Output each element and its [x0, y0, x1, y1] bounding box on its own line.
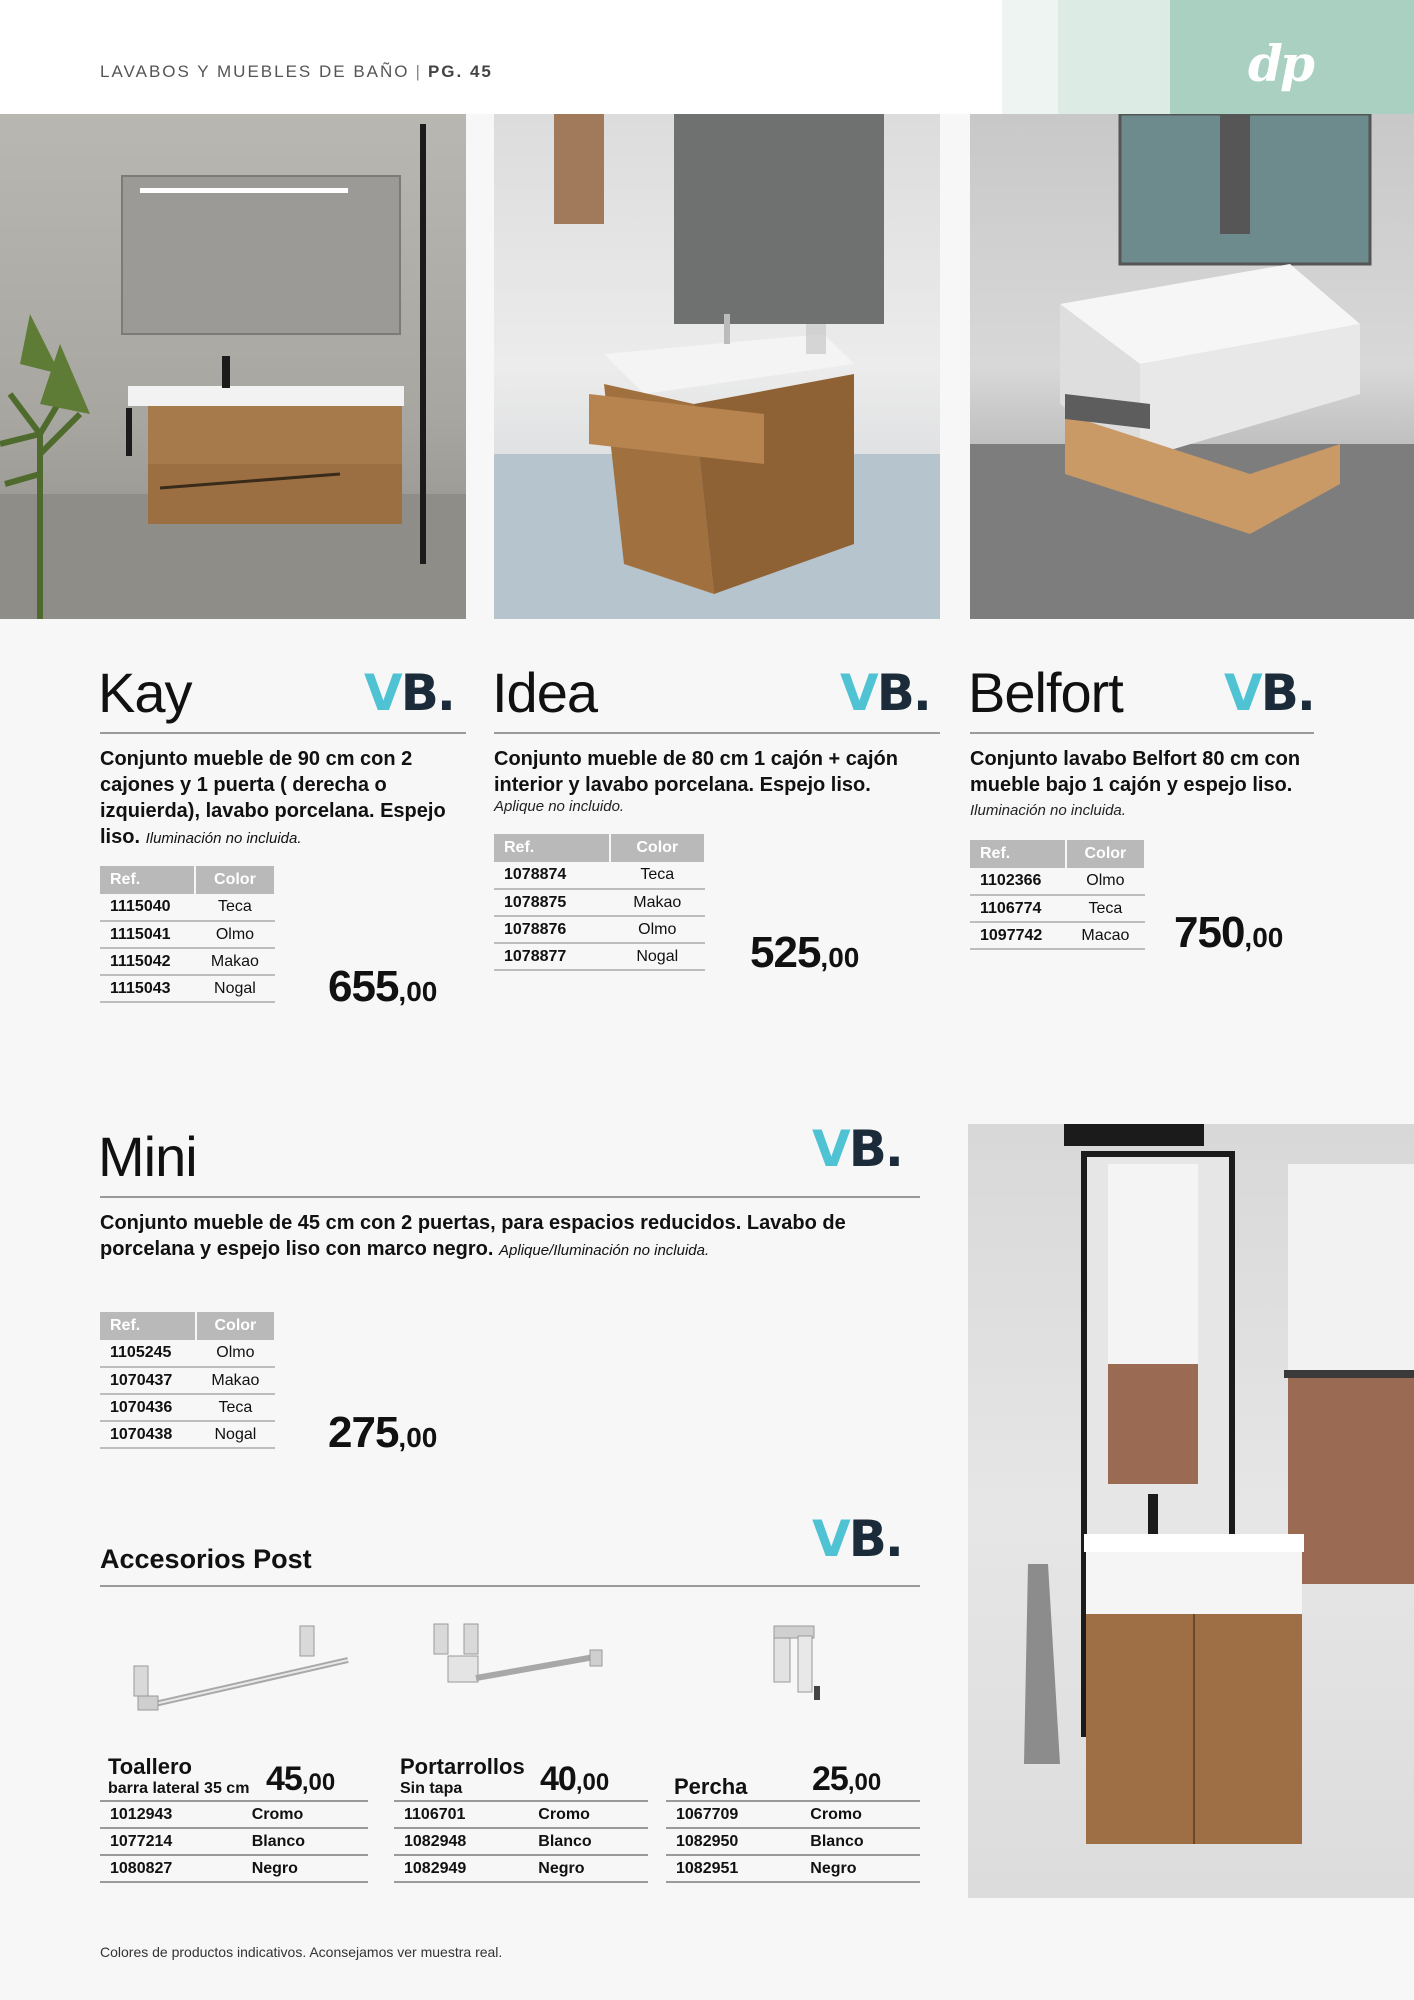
kay-note: Iluminación no incluida.: [145, 830, 302, 847]
mini-price: 275,00: [328, 1408, 438, 1457]
table-row: 1082949 Negro: [394, 1855, 648, 1882]
table-row: 1106701 Cromo: [394, 1801, 648, 1828]
table-row: 1070437 Makao: [100, 1367, 275, 1394]
ref-header: Ref.: [970, 840, 1066, 868]
kay-product-photo: [0, 114, 466, 619]
robe-hook-image: [764, 1622, 844, 1717]
kay-description-text: Conjunto mueble de 90 cm con 2 cajones y 1 puerta ( derecha o izquierda), lavabo porcelana. Espejo liso.: [100, 748, 446, 848]
idea-divider: [494, 732, 940, 734]
belfort-price: 750,00: [1174, 908, 1284, 957]
robe-hook-ref-table: [666, 1800, 920, 1883]
table-row: 1082950 Blanco: [666, 1828, 920, 1855]
vb-brand-logo: VB.: [812, 1510, 902, 1568]
vb-brand-logo: VB.: [812, 1120, 902, 1178]
table-row: 1097742 Macao: [970, 922, 1145, 949]
header-separator: |: [415, 62, 422, 81]
table-row: 1067709 Cromo: [666, 1801, 920, 1828]
accessories-divider: [100, 1585, 920, 1587]
vb-brand-logo: VB.: [840, 664, 930, 722]
table-row: 1078876 Olmo: [494, 916, 705, 943]
idea-description: [494, 746, 934, 798]
towel-rail-ref-table: [100, 1800, 368, 1883]
towel-rail-name: Toallero: [108, 1754, 192, 1779]
table-row: 1082951 Negro: [666, 1855, 920, 1882]
color-header: Color: [1066, 840, 1145, 868]
table-row: 1078875 Makao: [494, 889, 705, 916]
robe-hook-price: 25,00: [812, 1760, 882, 1798]
toilet-roll-holder-subtitle: Sin tapa: [400, 1780, 463, 1797]
mini-title: Mini: [98, 1125, 197, 1188]
towel-rail-image: [120, 1620, 360, 1735]
idea-product-photo: [494, 114, 940, 619]
idea-price: 525,00: [750, 928, 860, 977]
page-number: PG. 45: [427, 62, 493, 81]
ref-header: Ref.: [494, 834, 610, 862]
belfort-description: [970, 746, 1320, 798]
ref-header: Ref.: [100, 866, 195, 894]
color-header: Color: [196, 1312, 275, 1340]
table-row: 1070438 Nogal: [100, 1421, 275, 1448]
table-row: 1115041 Olmo: [100, 921, 275, 948]
toilet-roll-holder-ref-table: [394, 1800, 648, 1883]
table-row: 1080827 Negro: [100, 1855, 368, 1882]
table-row: 1105245 Olmo: [100, 1340, 275, 1367]
kay-title: Kay: [98, 661, 192, 724]
belfort-description-text: Conjunto lavabo Belfort 80 cm con mueble bajo 1 cajón y espejo liso.: [970, 748, 1301, 796]
belfort-title: Belfort: [968, 661, 1123, 724]
toilet-roll-holder-name: Portarrollos: [400, 1754, 525, 1779]
table-row: 1078877 Nogal: [494, 943, 705, 970]
idea-ref-table: [494, 834, 706, 971]
table-row: 1078874 Teca: [494, 862, 705, 889]
towel-rail-subtitle: barra lateral 35 cm: [108, 1780, 250, 1797]
belfort-note: Iluminación no incluida.: [970, 802, 1126, 819]
accessories-title: Accesorios Post: [100, 1544, 312, 1574]
robe-hook-name: Percha: [674, 1774, 748, 1799]
mini-product-photo: [968, 1124, 1414, 1898]
belfort-ref-table: [970, 840, 1146, 950]
kay-description: [100, 746, 460, 852]
mini-ref-table: [100, 1312, 276, 1449]
mini-description: [100, 1210, 920, 1264]
idea-description-text: Conjunto mueble de 80 cm 1 cajón + cajón interior y lavabo porcelana. Espejo liso.: [494, 748, 898, 796]
table-row: 1115043 Nogal: [100, 975, 275, 1002]
idea-note: Aplique no incluido.: [494, 798, 625, 815]
kay-ref-table: [100, 866, 276, 1003]
page-header-text: [100, 62, 493, 82]
toilet-roll-holder-image: [430, 1620, 610, 1715]
idea-title: Idea: [492, 661, 597, 724]
mini-note: Aplique/Iluminación no incluida.: [499, 1242, 710, 1259]
table-row: 1115040 Teca: [100, 894, 275, 921]
towel-rail-price: 45,00: [266, 1760, 336, 1798]
table-row: 1070436 Teca: [100, 1394, 275, 1421]
belfort-divider: [970, 732, 1314, 734]
mini-description-text: Conjunto mueble de 45 cm con 2 puertas, para espacios reducidos. Lavabo de porcelana y espejo liso con marco negro.: [100, 1212, 846, 1260]
table-row: 1106774 Teca: [970, 895, 1145, 922]
table-row: 1115042 Makao: [100, 948, 275, 975]
toilet-roll-holder-price: 40,00: [540, 1760, 610, 1798]
vb-brand-logo: VB.: [364, 664, 454, 722]
color-header: Color: [610, 834, 706, 862]
ref-header: Ref.: [100, 1312, 196, 1340]
table-row: 1082948 Blanco: [394, 1828, 648, 1855]
table-row: 1102366 Olmo: [970, 868, 1145, 895]
vb-brand-logo: VB.: [1224, 664, 1314, 722]
kay-price: 655,00: [328, 962, 438, 1011]
kay-divider: [100, 732, 466, 734]
table-row: 1077214 Blanco: [100, 1828, 368, 1855]
mini-divider: [100, 1196, 920, 1198]
belfort-product-photo: [970, 114, 1414, 619]
header-color-band-2: [1058, 0, 1170, 114]
footer-disclaimer: Colores de productos indicativos. Aconsejamos ver muestra real.: [100, 1944, 503, 1960]
header-color-band-1: [1002, 0, 1058, 114]
table-row: 1012943 Cromo: [100, 1801, 368, 1828]
color-header: Color: [195, 866, 275, 894]
dp-logo: dp: [1248, 34, 1312, 93]
section-title: LAVABOS Y MUEBLES DE BAÑO: [100, 62, 410, 81]
page-header: [0, 0, 1414, 114]
